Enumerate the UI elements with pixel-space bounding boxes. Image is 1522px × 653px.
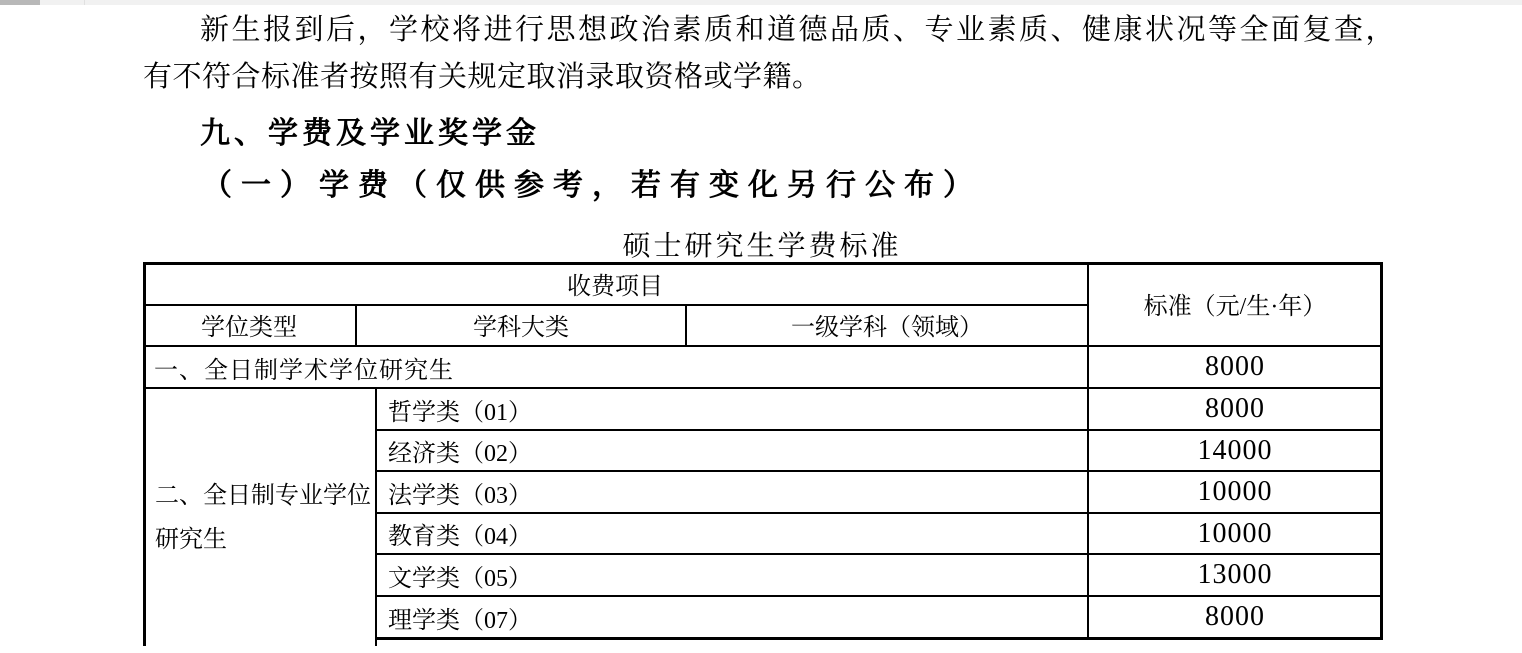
horizontal-scrollbar[interactable] [0, 0, 1522, 5]
table-row-label: 文学类（05） [388, 565, 532, 592]
header-first-level-discipline: 一级学科（领域） [791, 315, 983, 341]
table-row-value: 10000 [1197, 476, 1273, 507]
header-degree-type: 学位类型 [201, 315, 297, 341]
table-row-value: 10000 [1197, 517, 1273, 549]
academic-row-label: 一、全日制学术学位研究生 [154, 357, 454, 384]
subsection-heading: （一）学费（仅供参考，若有变化另行公布） [202, 169, 982, 202]
table-line [375, 637, 1383, 640]
header-subject-category: 学科大类 [473, 315, 569, 341]
table-row-value: 14000 [1197, 434, 1273, 466]
table-row-value: 13000 [1197, 559, 1273, 590]
fee-table [143, 262, 1383, 653]
scrollbar-divider [84, 0, 85, 5]
scrollbar-thumb[interactable] [0, 0, 40, 5]
table-row-value: 8000 [1205, 393, 1265, 424]
group-label-line-2: 研究生 [155, 526, 227, 553]
table-row-value: 8000 [1205, 601, 1265, 632]
group-label-professional-degree [146, 389, 375, 646]
table-title: 硕士研究生学费标准 [622, 231, 902, 262]
table-row-label: 教育类（04） [388, 524, 532, 550]
paragraph-line-1: 新生报到后，学校将进行思想政治素质和道德品质、专业素质、健康状况等全面复查， [200, 14, 1398, 46]
section-heading: 九、学费及学业奖学金 [200, 117, 540, 150]
table-row-label: 哲学类（01） [388, 399, 532, 426]
academic-row-value: 8000 [1205, 351, 1265, 382]
header-standard-unit: 标准（元/生·年） [1143, 294, 1327, 320]
table-row-label: 法学类（03） [388, 482, 532, 509]
paragraph-line-2: 有不符合标准者按照有关规定取消录取资格或学籍。 [143, 61, 822, 93]
table-row-label: 理学类（07） [388, 607, 532, 634]
group-label-line-1: 二、全日制专业学位 [155, 482, 371, 509]
table-row-label: 经济类（02） [388, 441, 532, 467]
header-fee-item: 收费项目 [567, 273, 663, 300]
